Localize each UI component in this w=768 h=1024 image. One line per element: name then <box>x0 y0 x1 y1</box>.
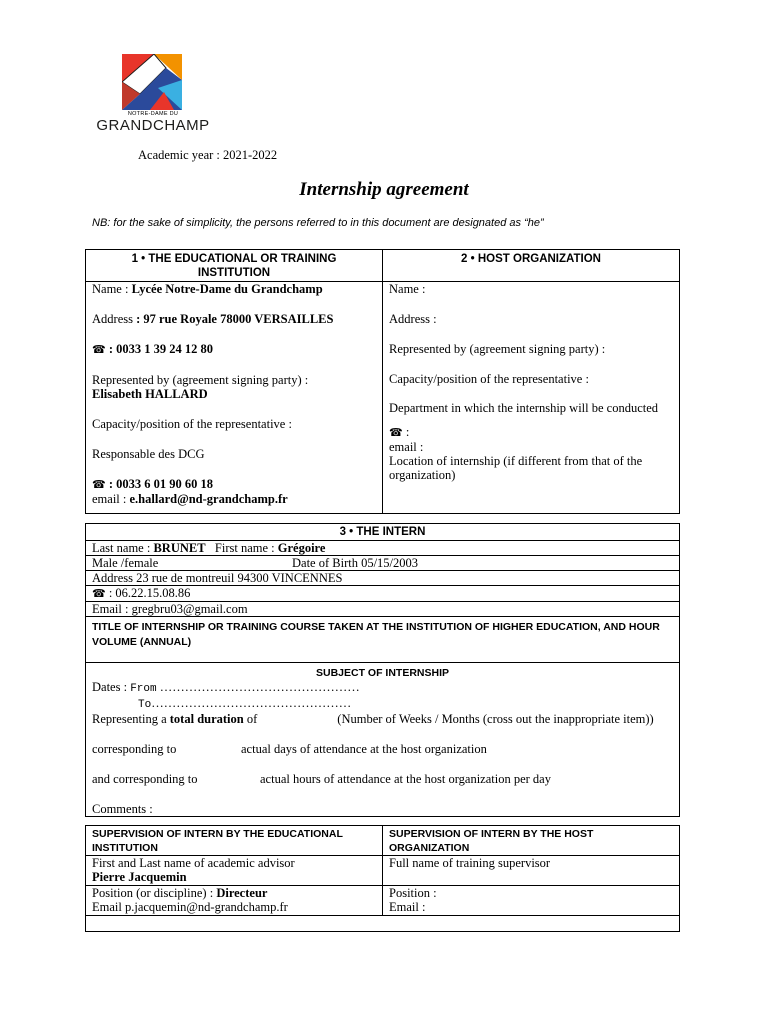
duration-bold: total duration <box>169 712 244 726</box>
phone-icon: ☎ <box>92 478 106 491</box>
intern-dob: Date of Birth 05/15/2003 <box>292 556 419 570</box>
s1-represented-value: Elisabeth HALLARD <box>92 387 208 401</box>
s2-department-label: Department in which the internship will be conducted <box>389 401 659 415</box>
subject-of-internship-cell <box>86 663 680 817</box>
position-label: Position (or discipline) : <box>92 886 217 900</box>
s2-name-label: Name : <box>389 282 426 296</box>
s1-address-label: Address <box>92 312 137 326</box>
page-title: Internship agreement <box>299 179 469 200</box>
institution-host-table <box>85 249 680 514</box>
intern-gender-row <box>86 556 680 571</box>
intern-lastname-label: Last name : <box>92 541 154 555</box>
to-dots: ………………………………………… <box>151 696 352 710</box>
duration-pre: Representing a <box>92 712 170 726</box>
academic-year: Academic year : 2021-2022 <box>138 148 278 162</box>
advisor-label: First and Last name of academic advisor <box>92 856 295 870</box>
corr2-b: actual hours of attendance at the host organization per day <box>260 772 551 786</box>
host-position-cell <box>383 886 680 916</box>
intern-table <box>85 523 680 817</box>
school-logo <box>92 54 214 134</box>
advisor-cell <box>86 856 383 886</box>
supervision-left-header: SUPERVISION OF INTERN BY THE EDUCATIONAL INSTITUTION <box>86 826 383 856</box>
s1-responsable: Responsable des DCG <box>92 447 205 461</box>
s1-phone: : 0033 1 39 24 12 80 <box>105 342 213 356</box>
phone-icon: ☎ <box>92 343 106 356</box>
intern-lastname-value: BRUNET <box>153 541 206 555</box>
supervisor-label: Full name of training supervisor <box>389 856 551 870</box>
s2-email-label: email : <box>389 440 424 454</box>
s2-capacity-label: Capacity/position of the representative : <box>389 372 589 386</box>
intern-name-row <box>86 541 680 556</box>
section2-body <box>383 282 680 514</box>
s1-name-label: Name : <box>92 282 132 296</box>
intern-gender: Male /female <box>92 556 159 570</box>
s2-address-label: Address : <box>389 312 437 326</box>
supervisor-cell <box>383 856 680 886</box>
phone-icon: ☎ <box>389 426 403 439</box>
to-label: To <box>138 699 152 711</box>
title-of-internship-header: TITLE OF INTERNSHIP OR TRAINING COURSE TAKEN AT THE INSTITUTION OF HIGHER EDUCATION, AND HOUR VOLUME (ANNUAL) <box>86 617 680 663</box>
logo-line-1: NOTRE-DAME DU <box>127 111 179 117</box>
s1-phone2: : 0033 6 01 90 60 18 <box>105 477 213 491</box>
position-value: Directeur <box>216 886 268 900</box>
s1-email-value: e.hallard@nd-grandchamp.fr <box>129 492 288 506</box>
intern-address: Address 23 rue de montreuil 94300 VINCENNES <box>86 571 680 586</box>
advisor-email: Email p.jacquemin@nd-grandchamp.fr <box>92 900 288 914</box>
advisor-position-cell <box>86 886 383 916</box>
s1-represented-label: Represented by (agreement signing party) : <box>92 373 309 387</box>
from-dots: ………………………………………… <box>156 680 360 694</box>
s2-phone: : <box>402 425 410 439</box>
intern-phone-row <box>86 586 680 602</box>
logo-line-2: GRANDCHAMP <box>96 117 210 134</box>
supervision-empty-row <box>86 916 680 932</box>
host-position-label: Position : <box>389 886 437 900</box>
comments-label: Comments : <box>92 802 153 816</box>
intern-firstname-value: Grégoire <box>277 541 326 555</box>
s1-address-value: : 97 rue Royale 78000 VERSAILLES <box>136 312 334 326</box>
intern-phone: : 06.22.15.08.86 <box>105 586 191 600</box>
intern-firstname-label: First name : <box>214 541 278 555</box>
dates-label: Dates : <box>92 680 131 694</box>
from-label: From <box>130 683 157 695</box>
s2-represented-label: Represented by (agreement signing party) : <box>389 342 606 356</box>
phone-icon: ☎ <box>92 587 106 600</box>
s2-location-label: Location of internship (if different from that of the organization) <box>389 454 643 482</box>
s1-email-label: email : <box>92 492 130 506</box>
advisor-value: Pierre Jacquemin <box>92 870 187 884</box>
duration-post: of <box>243 712 258 726</box>
corr1-a: corresponding to <box>92 742 177 756</box>
corr2-a: and corresponding to <box>92 772 198 786</box>
intern-email: Email : gregbru03@gmail.com <box>86 602 680 617</box>
duration-units: (Number of Weeks / Months (cross out the inappropriate item)) <box>337 712 654 726</box>
host-email-label: Email : <box>389 900 426 914</box>
supervision-right-header: SUPERVISION OF INTERN BY THE HOST ORGANIZATION <box>383 826 680 856</box>
corr1-b: actual days of attendance at the host organization <box>241 742 487 756</box>
s1-name-value: Lycée Notre-Dame du Grandchamp <box>131 282 323 296</box>
s1-capacity-label: Capacity/position of the representative : <box>92 417 292 431</box>
tangram-logo-icon <box>122 54 182 110</box>
section1-header: 1 • THE EDUCATIONAL OR TRAINING INSTITUTION <box>86 250 383 282</box>
section2-header: 2 • HOST ORGANIZATION <box>383 250 680 282</box>
section3-header: 3 • THE INTERN <box>86 524 680 541</box>
nb-note: NB: for the sake of simplicity, the persons referred to in this document are designated as “he” <box>92 217 544 229</box>
section1-body <box>86 282 383 514</box>
supervision-table <box>85 825 680 932</box>
subject-header: SUBJECT OF INTERNSHIP <box>315 667 449 679</box>
